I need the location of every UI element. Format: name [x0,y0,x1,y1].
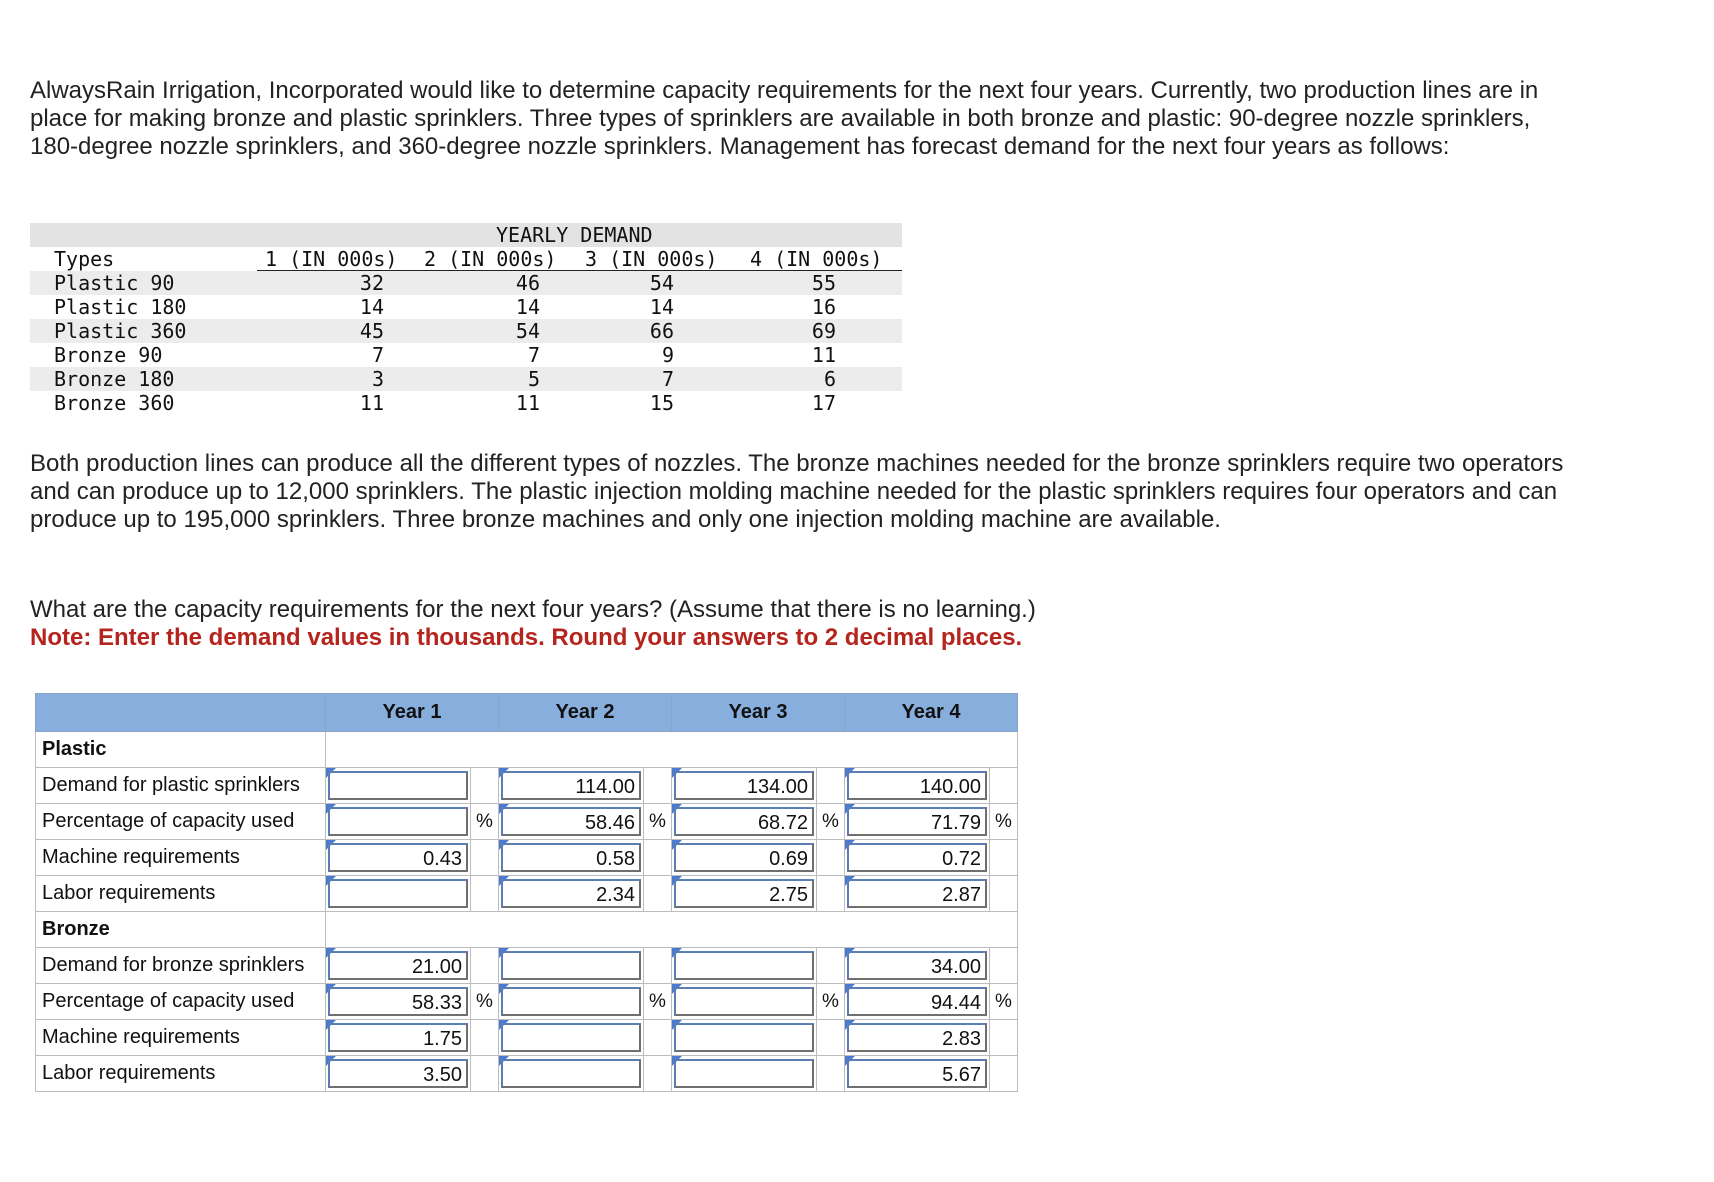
answer-input[interactable]: 21.00 [328,951,468,980]
note-text: Note: Enter the demand values in thousands. Round your answers to 2 decimal places. [30,624,1023,651]
answer-cell [499,876,644,912]
answer-input[interactable]: 1.75 [328,1023,468,1052]
empty-unit-cell [817,768,845,804]
percent-sign: % [817,804,845,840]
answer-cell [499,768,644,804]
row-label: Demand for plastic sprinklers [36,768,326,804]
bronze-row [36,948,1018,984]
empty-unit-cell [644,1020,672,1056]
demand-value: 11 [811,343,836,367]
answer-input[interactable] [674,951,814,980]
question-text: What are the capacity requirements for the next four years? (Assume that there is no learning.) [30,596,1036,623]
answer-cell [326,948,471,984]
demand-value: 7 [371,343,384,367]
answer-cell [845,984,990,1020]
answer-input[interactable]: 58.46 [501,807,641,836]
demand-value: 14 [649,295,674,319]
plastic-section-row [36,732,1018,768]
demand-row [30,391,902,415]
year-header-row [36,694,1018,732]
empty-unit-cell [644,948,672,984]
bronze-row [36,1020,1018,1056]
row-label: Labor requirements [36,1056,326,1092]
answer-input[interactable] [328,771,468,800]
answer-cell [672,1020,817,1056]
demand-value: 11 [359,391,384,415]
percent-sign: % [471,984,499,1020]
answer-cell [499,1056,644,1092]
answer-input[interactable] [501,987,641,1016]
answer-cell [326,1020,471,1056]
answer-cell [845,840,990,876]
answer-input[interactable]: 0.72 [847,843,987,872]
empty-unit-cell [817,876,845,912]
row-label: Percentage of capacity used [36,984,326,1020]
demand-value: 46 [515,271,540,295]
answer-cell [672,1056,817,1092]
demand-value: 11 [515,391,540,415]
percent-sign: % [644,804,672,840]
demand-value: 6 [823,367,836,391]
answer-cell [326,804,471,840]
answer-cell [845,1020,990,1056]
demand-row [30,319,902,343]
demand-value: 3 [371,367,384,391]
bronze-row [36,1056,1018,1092]
section-spacer [326,732,1018,768]
answer-cell [672,984,817,1020]
answer-cell [845,876,990,912]
demand-row [30,343,902,367]
demand-value: 5 [527,367,540,391]
answer-input[interactable] [674,987,814,1016]
year-3-header: 3 (IN 000s) [585,247,718,271]
blank-header-cell [36,694,326,732]
demand-row [30,367,902,391]
answer-input[interactable]: 5.67 [847,1059,987,1088]
yearly-demand-table [30,223,902,415]
answer-cell [672,804,817,840]
year-2-header: 2 (IN 000s) [424,247,557,271]
types-header: Types [54,247,115,271]
empty-unit-cell [817,948,845,984]
answer-input[interactable]: 94.44 [847,987,987,1016]
percent-sign: % [644,984,672,1020]
answer-cell [326,876,471,912]
year-4-column-header: Year 4 [845,694,1018,732]
answer-cell [845,768,990,804]
answer-cell [499,1020,644,1056]
demand-type: Plastic 90 [54,271,175,295]
demand-type: Plastic 360 [54,319,187,343]
bronze-row [36,984,1018,1020]
empty-unit-cell [471,840,499,876]
answer-input[interactable]: 0.69 [674,843,814,872]
answer-input[interactable]: 0.43 [328,843,468,872]
question-block [30,596,1570,652]
answer-input[interactable] [501,1059,641,1088]
answer-input[interactable]: 68.72 [674,807,814,836]
answer-cell [326,840,471,876]
demand-value: 17 [811,391,836,415]
demand-group-header-row [30,223,902,247]
bronze-section-title: Bronze [36,912,326,948]
answer-cell [499,840,644,876]
empty-unit-cell [644,876,672,912]
demand-type: Bronze 90 [54,343,163,367]
year-2-column-header: Year 2 [499,694,672,732]
demand-type: Bronze 180 [54,367,175,391]
empty-unit-cell [471,876,499,912]
percent-sign: % [471,804,499,840]
empty-unit-cell [990,768,1018,804]
answer-input[interactable] [501,951,641,980]
empty-unit-cell [990,1020,1018,1056]
empty-unit-cell [817,1020,845,1056]
demand-value: 55 [811,271,836,295]
year-3-column-header: Year 3 [672,694,845,732]
answer-input[interactable]: 134.00 [674,771,814,800]
plastic-row [36,804,1018,840]
answer-input[interactable]: 2.75 [674,879,814,908]
intro-paragraph: AlwaysRain Irrigation, Incorporated would like to determine capacity requirements for the next four years. Currently, two production lines are in place for making bronze and plastic sprinklers. Three types of sprinklers are available in both bronze and plastic: 90-degree nozzle sprinklers, 180-degree nozzle sprinklers, and 360-degree nozzle sprinklers. Management has forecast demand for the next four years as follows: [30,77,1539,160]
demand-column-header-row [30,247,902,271]
answer-cell [499,804,644,840]
demand-rows [30,271,902,415]
empty-unit-cell [471,948,499,984]
row-label: Demand for bronze sprinklers [36,948,326,984]
demand-value: 66 [649,319,674,343]
empty-unit-cell [990,1056,1018,1092]
answer-input[interactable]: 140.00 [847,771,987,800]
section-spacer [326,912,1018,948]
row-label: Percentage of capacity used [36,804,326,840]
answer-cell [845,948,990,984]
row-label: Machine requirements [36,1020,326,1056]
demand-row [30,271,902,295]
answer-input[interactable]: 2.34 [501,879,641,908]
answer-cell [326,768,471,804]
plastic-row [36,768,1018,804]
demand-value: 54 [515,319,540,343]
demand-value: 69 [811,319,836,343]
answer-input[interactable] [328,807,468,836]
percent-sign: % [990,984,1018,1020]
empty-unit-cell [817,840,845,876]
empty-unit-cell [990,948,1018,984]
empty-unit-cell [644,840,672,876]
answer-cell [845,804,990,840]
answer-input[interactable]: 34.00 [847,951,987,980]
demand-value: 7 [527,343,540,367]
empty-unit-cell [471,1056,499,1092]
demand-value: 54 [649,271,674,295]
demand-value: 14 [515,295,540,319]
demand-value: 16 [811,295,836,319]
answer-input[interactable]: 0.58 [501,843,641,872]
answer-cell [499,984,644,1020]
empty-unit-cell [471,768,499,804]
demand-value: 14 [359,295,384,319]
row-label: Machine requirements [36,840,326,876]
year-1-column-header: Year 1 [326,694,499,732]
answer-input[interactable]: 58.33 [328,987,468,1016]
percent-sign: % [990,804,1018,840]
empty-unit-cell [644,1056,672,1092]
answer-input[interactable]: 71.79 [847,807,987,836]
answer-cell [672,840,817,876]
answer-cell [672,768,817,804]
empty-unit-cell [644,768,672,804]
answer-cell [326,984,471,1020]
demand-row [30,295,902,319]
empty-unit-cell [990,840,1018,876]
demand-type: Plastic 180 [54,295,187,319]
answer-input[interactable] [328,879,468,908]
production-paragraph: Both production lines can produce all the different types of nozzles. The bronze machines needed for the bronze sprinklers require two operators and can produce up to 12,000 sprinklers. The plastic injection molding machine needed for the plastic sprinklers requires four operators and can produce up to 195,000 sprinklers. Three bronze machines and only one injection molding machine are available. [30,450,1564,533]
empty-unit-cell [817,1056,845,1092]
empty-unit-cell [990,876,1018,912]
yearly-demand-heading: YEARLY DEMAND [496,223,653,247]
plastic-row [36,840,1018,876]
demand-value: 7 [661,367,674,391]
plastic-row [36,876,1018,912]
answer-cell [672,876,817,912]
answer-input[interactable] [674,1023,814,1052]
answer-input[interactable]: 2.87 [847,879,987,908]
demand-value: 32 [359,271,384,295]
answer-input[interactable] [501,1023,641,1052]
demand-value: 15 [649,391,674,415]
demand-type: Bronze 360 [54,391,175,415]
answer-input[interactable]: 3.50 [328,1059,468,1088]
bronze-section-row [36,912,1018,948]
row-label: Labor requirements [36,876,326,912]
demand-value: 45 [359,319,384,343]
answer-cell [845,1056,990,1092]
empty-unit-cell [471,1020,499,1056]
percent-sign: % [817,984,845,1020]
demand-value: 9 [661,343,674,367]
answer-cell [326,1056,471,1092]
year-1-header: 1 (IN 000s) [265,247,398,271]
answer-input[interactable]: 2.83 [847,1023,987,1052]
year-4-header: 4 (IN 000s) [750,247,883,271]
answer-cell [499,948,644,984]
answer-cell [672,948,817,984]
answer-input[interactable] [674,1059,814,1088]
capacity-answer-grid [35,693,1018,1092]
answer-input[interactable]: 114.00 [501,771,641,800]
plastic-section-title: Plastic [36,732,326,768]
